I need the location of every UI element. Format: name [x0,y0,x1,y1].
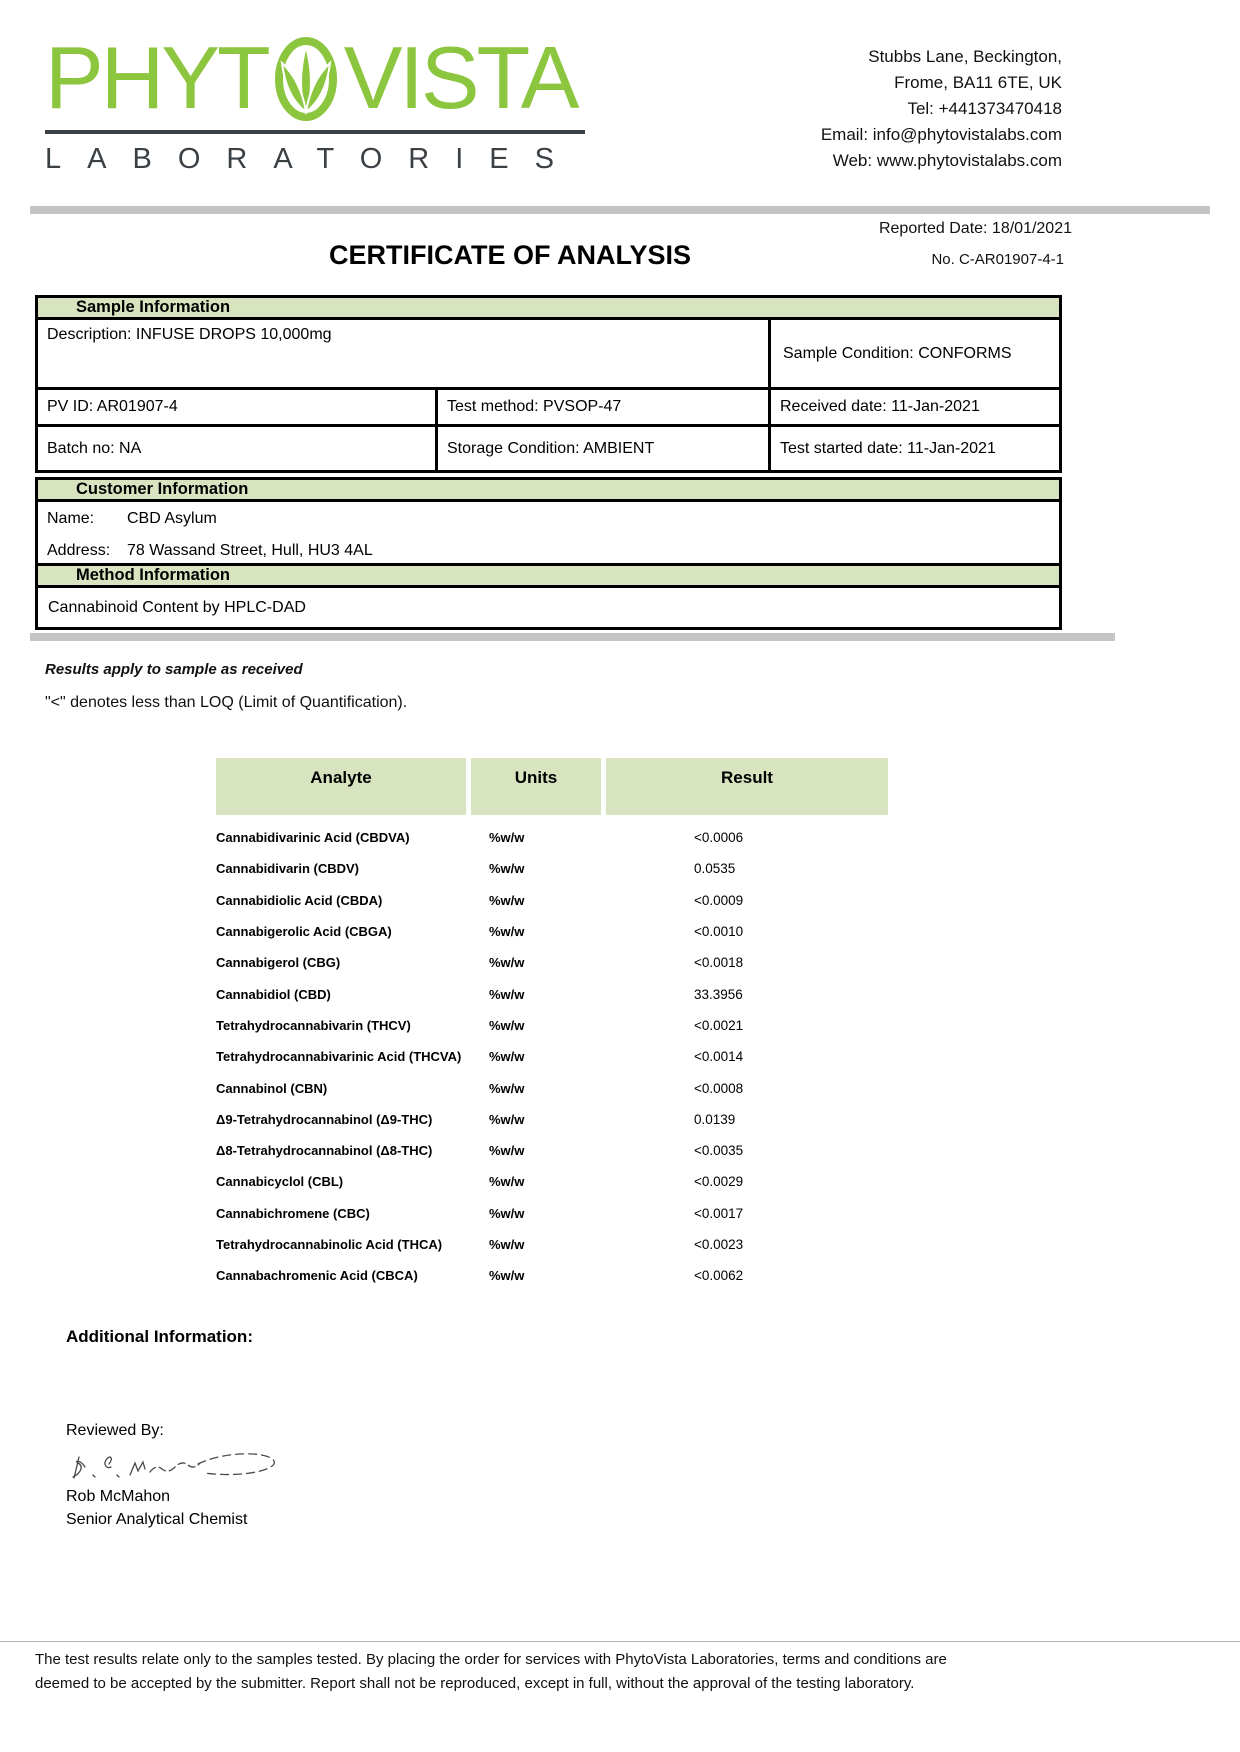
contact-line-email: Email: info@phytovistalabs.com [820,125,1062,144]
footer-text [35,1648,1215,1696]
results-table [216,758,888,1291]
customer-content [38,502,1059,568]
customer-info-section [35,477,1062,571]
units-cell: %w/w [489,1111,525,1127]
additional-info-label: Additional Information: [66,1327,253,1346]
logo-word-left: PHYT [45,28,268,127]
sample-row-description [38,320,1059,390]
result-cell: <0.0023 [694,1237,744,1252]
result-cell: 33.3956 [694,986,743,1002]
customer-name-value: CBD Asylum [127,510,217,527]
analyte-cell: Cannabidiol (CBD) [216,986,331,1002]
note-loq: "<" denotes less than LOQ (Limit of Quantification). [45,694,408,711]
signature-scribble-icon [64,1444,279,1488]
result-cell: <0.0009 [694,892,744,908]
page-title: CERTIFICATE OF ANALYSIS [328,240,692,270]
table-row [216,1198,888,1229]
reviewer-name: Rob McMahon [66,1488,171,1505]
sample-row-ids [38,390,1059,427]
table-row [216,1166,888,1197]
table-row [216,978,888,1009]
footer-line-2: deemed to be accepted by the submitter. Report shall not be reproduced, except in full, without the approval of the testing laboratory. [35,1675,915,1692]
reported-date: Reported Date: 18/01/2021 [878,220,1072,237]
result-cell: <0.0062 [694,1268,744,1284]
pv-id-cell: PV ID: AR01907-4 [38,390,438,424]
analyte-cell: Δ8-Tetrahydrocannabinol (Δ8-THC) [216,1143,433,1159]
method-info-section [35,563,1062,630]
customer-address-label: Address: [47,542,111,559]
column-header-result: Result [606,758,888,815]
customer-name-label: Name: [47,510,95,527]
result-cell: 0.0139 [694,1111,736,1127]
result-cell: <0.0035 [694,1143,744,1159]
sample-row-batch [38,427,1059,470]
analyte-cell: Cannabinol (CBN) [216,1080,328,1096]
reviewed-by-label: Reviewed By: [66,1422,164,1439]
analyte-cell: Cannabigerolic Acid (CBGA) [216,924,392,940]
table-row [216,1072,888,1103]
analyte-cell: Cannabigerol (CBG) [216,955,341,971]
header-divider [30,206,1210,214]
analyte-cell: Cannabidivarin (CBDV) [216,861,360,877]
customer-name [47,510,1049,528]
sample-condition-cell: Sample Condition: CONFORMS [783,344,1012,362]
result-cell: <0.0014 [694,1049,744,1065]
analyte-cell: Cannabichromene (CBC) [216,1205,370,1221]
contact-line-web: Web: www.phytovistalabs.com [832,151,1062,170]
logo-wordmark [45,30,590,126]
description-cell: Description: INFUSE DROPS 10,000mg [38,320,771,387]
result-cell: <0.0021 [694,1017,744,1033]
logo-underline [45,130,585,134]
table-row [216,1229,888,1260]
units-cell: %w/w [489,1017,525,1033]
units-cell: %w/w [489,986,525,1002]
results-rows [216,822,888,1291]
storage-condition-cell: Storage Condition: AMBIENT [438,427,771,470]
result-cell: <0.0018 [694,955,744,971]
note-results-apply: Results apply to sample as received [45,661,303,678]
footer-divider [0,1641,1240,1642]
contact-line-address2: Frome, BA11 6TE, UK [894,73,1062,92]
units-cell: %w/w [489,861,525,877]
section-divider [30,633,1115,641]
units-cell: %w/w [489,892,525,908]
units-cell: %w/w [489,1237,525,1252]
table-row [216,885,888,916]
units-cell: %w/w [489,924,525,940]
result-cell: <0.0029 [694,1174,744,1190]
signature [64,1444,279,1493]
analyte-cell: Cannabidivarinic Acid (CBDVA) [216,830,410,846]
section-header-method: Method Information [38,566,1059,588]
table-row [216,1135,888,1166]
customer-address-value: 78 Wassand Street, Hull, HU3 4AL [127,542,373,559]
contact-line-tel: Tel: +441373470418 [907,99,1062,118]
section-header-customer: Customer Information [38,480,1059,502]
test-method-cell: Test method: PVSOP-47 [438,390,771,424]
contact-line-address1: Stubbs Lane, Beckington, [868,47,1062,66]
table-row [216,916,888,947]
test-started-cell: Test started date: 11-Jan-2021 [780,439,996,457]
analyte-cell: Tetrahydrocannabinolic Acid (THCA) [216,1237,443,1252]
analyte-cell: Tetrahydrocannabivarin (THCV) [216,1017,411,1033]
units-cell: %w/w [489,830,525,846]
analyte-cell: Cannabicyclol (CBL) [216,1174,344,1190]
results-header [216,758,888,815]
units-cell: %w/w [489,1268,525,1284]
units-cell: %w/w [489,1205,525,1221]
phytovista-logo [45,30,590,176]
result-cell: <0.0010 [694,924,744,940]
method-cell: Cannabinoid Content by HPLC-DAD [48,598,306,616]
reviewer-title: Senior Analytical Chemist [66,1511,248,1528]
table-row [216,822,888,853]
sample-info-section [35,295,1062,473]
units-cell: %w/w [489,955,525,971]
result-cell: <0.0008 [694,1080,744,1096]
contact-info [821,44,1062,174]
units-cell: %w/w [489,1080,525,1096]
table-row [216,1104,888,1135]
units-cell: %w/w [489,1049,525,1065]
batch-no-cell: Batch no: NA [38,427,438,470]
logo-word-right: VISTA [343,28,577,127]
report-number: No. C-AR01907-4-1 [931,251,1064,268]
table-row [216,947,888,978]
logo-subtitle: LABORATORIES [45,143,580,175]
result-cell: 0.0535 [694,861,736,877]
table-row [216,1010,888,1041]
leaf-icon [273,33,339,123]
column-header-units: Units [471,758,601,815]
footer-line-1: The test results relate only to the samples tested. By placing the order for services with PhytoVista Laboratories, terms and conditions are [35,1651,947,1668]
analyte-cell: Δ9-Tetrahydrocannabinol (Δ9-THC) [216,1111,433,1127]
customer-address [47,542,1049,560]
column-header-analyte: Analyte [216,758,466,815]
table-row [216,853,888,884]
result-cell: <0.0017 [694,1205,744,1221]
received-date-cell: Received date: 11-Jan-2021 [780,398,980,415]
units-cell: %w/w [489,1143,525,1159]
analyte-cell: Cannabidiolic Acid (CBDA) [216,892,383,908]
units-cell: %w/w [489,1174,525,1190]
analyte-cell: Tetrahydrocannabivarinic Acid (THCVA) [216,1049,462,1065]
section-header-sample: Sample Information [38,298,1059,320]
table-row [216,1260,888,1291]
result-cell: <0.0006 [694,830,744,846]
analyte-cell: Cannabachromenic Acid (CBCA) [216,1268,418,1284]
table-row [216,1041,888,1072]
